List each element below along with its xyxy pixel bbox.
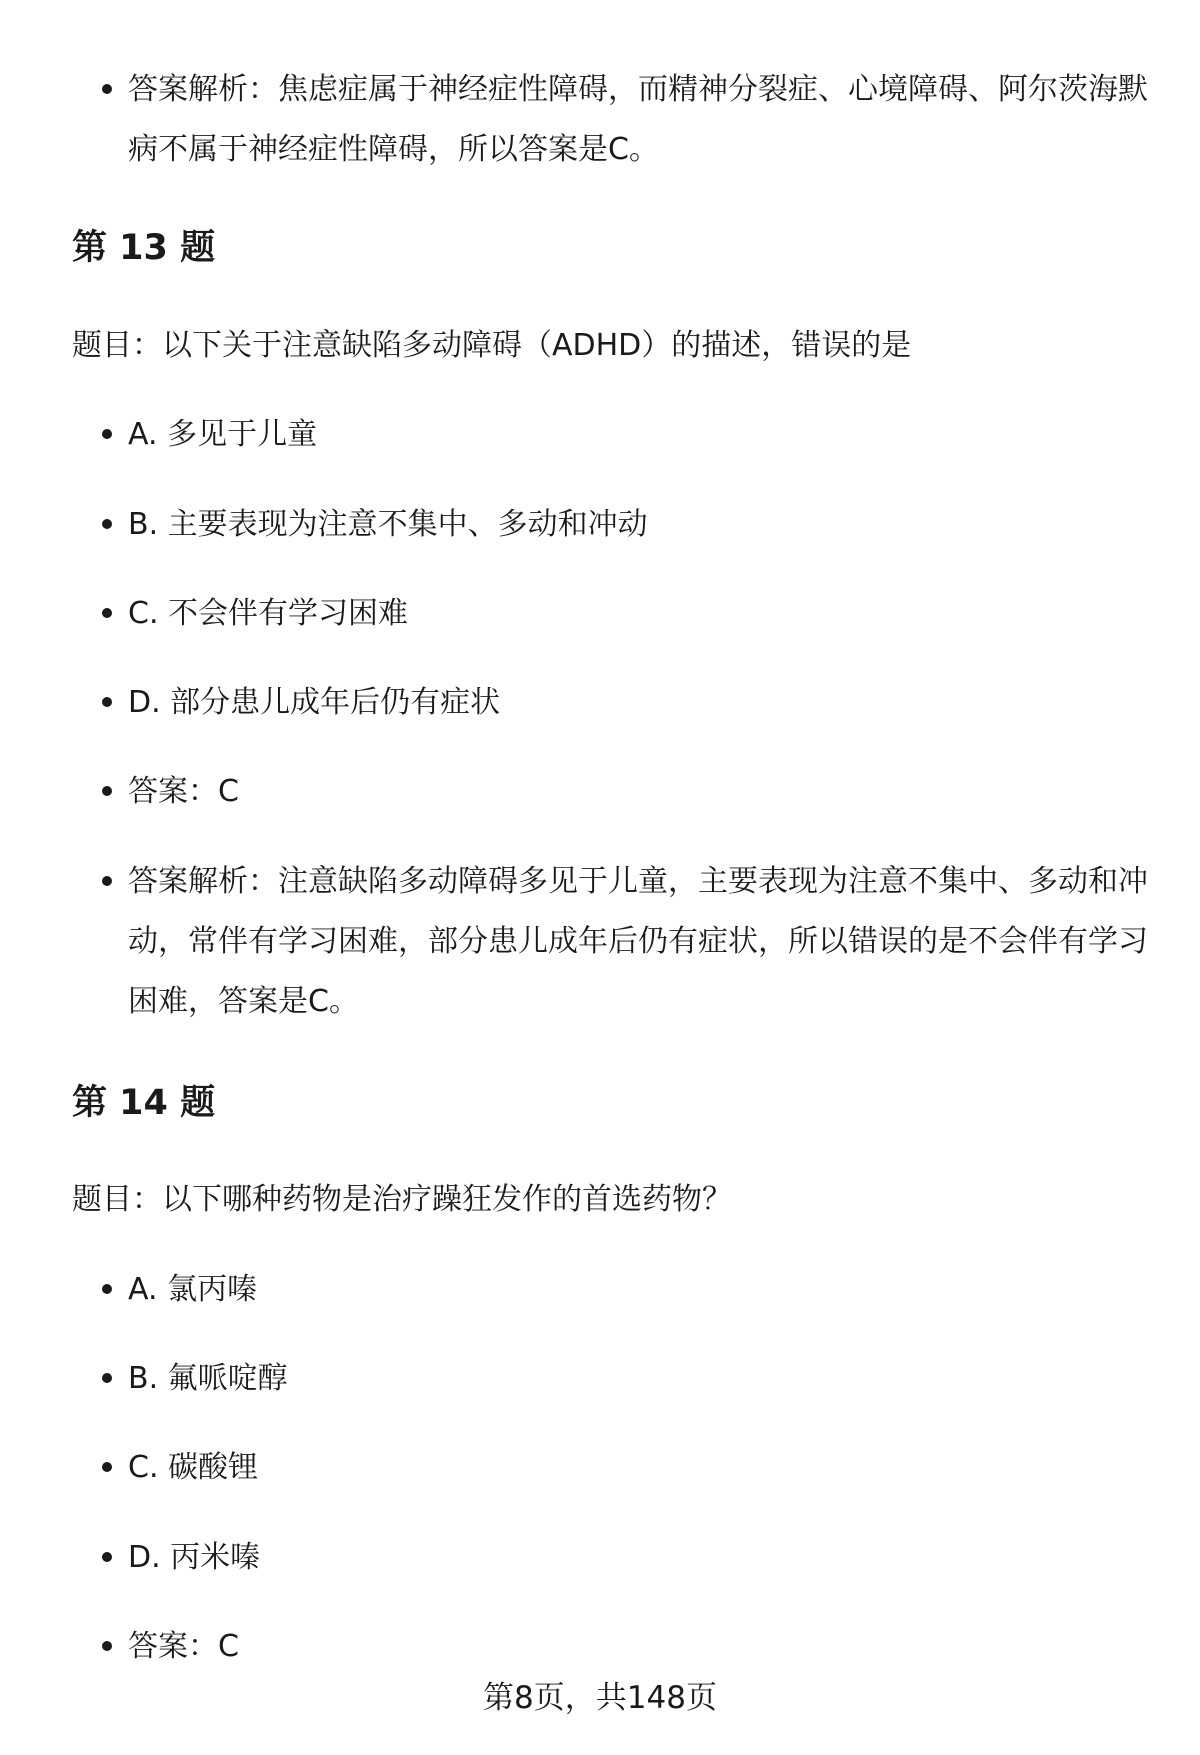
page-number-footer: 第8页，共148页	[483, 1680, 717, 1716]
q13-option-b: B. 主要表现为注意不集中、多动和冲动	[128, 495, 1148, 555]
q13-option-c: C. 不会伴有学习困难	[128, 584, 1148, 644]
q13-question: 题目：以下关于注意缺陷多动障碍（ADHD）的描述，错误的是	[72, 328, 912, 363]
q14-option-c: C. 碳酸锂	[128, 1438, 1148, 1498]
q13-option-a: A. 多见于儿童	[128, 405, 1148, 465]
q14-heading: 第 14 题	[72, 1083, 216, 1123]
q13-explanation: 答案解析：注意缺陷多动障碍多见于儿童，主要表现为注意不集中、多动和冲动，常伴有学习困难，部分患儿成年后仍有症状，所以错误的是不会伴有学习困难，答案是C。	[128, 852, 1148, 1032]
q14-option-a: A. 氯丙嗪	[128, 1260, 1148, 1320]
q14-option-b: B. 氟哌啶醇	[128, 1349, 1148, 1409]
q13-heading: 第 13 题	[72, 228, 216, 268]
q12-explanation: 答案解析：焦虑症属于神经症性障碍，而精神分裂症、心境障碍、阿尔茨海默病不属于神经症性障碍，所以答案是C。	[128, 60, 1148, 180]
q14-answer: 答案：C	[128, 1617, 1148, 1677]
q13-option-d: D. 部分患儿成年后仍有症状	[128, 673, 1148, 733]
q14-question: 题目：以下哪种药物是治疗躁狂发作的首选药物？	[72, 1182, 732, 1217]
q14-option-d: D. 丙米嗪	[128, 1528, 1148, 1588]
q13-answer: 答案：C	[128, 762, 1148, 822]
